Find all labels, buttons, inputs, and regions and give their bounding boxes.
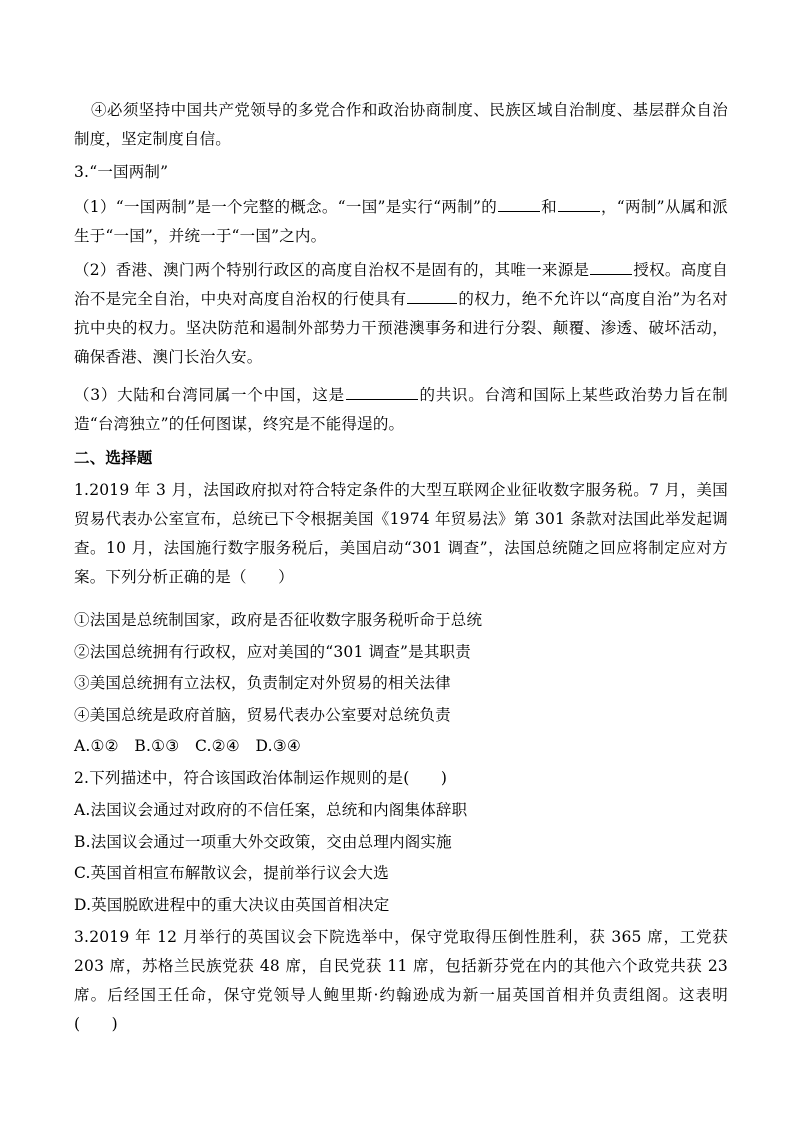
heading-one-country-two-systems: 3.“一国两制” (74, 163, 169, 181)
paragraph-2 (74, 256, 728, 372)
question-1-statement-1: ①法国是总统制国家，政府是否征收数字服务税听命于总统 (74, 611, 483, 629)
question-1-statement-2: ②法国总统拥有行政权，应对美国的“301 调查”是其职责 (74, 643, 471, 661)
fill-blank-4 (407, 288, 457, 304)
paragraph-1-part-c: ，“两制”从属和派生于“一国”，并统一于“一国”之内。 (74, 198, 728, 245)
question-1-stem: 1.2019 年 3 月，法国政府拟对符合特定条件的大型互联网企业征收数字服务税。7 月，美国贸易代表办公室宣布，总统已下令根据美国《1974 年贸易法》第 301 条款对法国此举发起调查。10 月，法国施行数字服务税后，美国启动“301 调查”，法国总统随之回应将制定应对方案。下列分析正确的是（ ） (74, 481, 728, 586)
paragraph-1 (74, 193, 728, 251)
fill-blank-3 (590, 259, 632, 275)
paragraph-1-part-a: （1）“一国两制”是一个完整的概念。“一国”是实行“两制”的 (74, 198, 497, 216)
question-2-stem: 2.下列描述中，符合该国政治体制运作规则的是( ) (74, 769, 448, 787)
question-2-option-c: C.英国首相宣布解散议会，提前举行议会大选 (74, 864, 389, 882)
question-2-option-a: A.法国议会通过对政府的不信任案，总统和内阁集体辞职 (74, 801, 468, 819)
section-title-multiple-choice: 二、选择题 (74, 449, 153, 467)
fill-blank-1 (498, 196, 540, 212)
paragraph-3 (74, 381, 728, 439)
paragraph-3-part-b: 的共识。台湾和国际上某些政治势力旨在制造“台湾独立”的任何图谋，终究是不能得逞的。 (74, 386, 728, 433)
question-1-statement-4: ④美国总统是政府首脑，贸易代表办公室要对总统负责 (74, 706, 451, 724)
paragraph-2-part-b: 授权。高度自治不是完全自治，中央对高度自治权的行使具有 (74, 261, 728, 308)
paragraph-1-part-b: 和 (541, 198, 557, 216)
paragraph-2-part-a: （2）香港、澳门两个特别行政区的高度自治权不是固有的，其唯一来源是 (74, 261, 590, 279)
fill-blank-2 (558, 196, 600, 212)
item-4-text: ④必须坚持中国共产党领导的多党合作和政治协商制度、民族区域自治制度、基层群众自治制度，坚定制度自信。 (74, 101, 728, 148)
paragraph-3-part-a: （3）大陆和台湾同属一个中国，这是 (74, 386, 345, 404)
question-1-choices: A.①② B.①③ C.②④ D.③④ (74, 737, 301, 755)
question-3-stem: 3.2019 年 12 月举行的英国议会下院选举中，保守党取得压倒性胜利，获 365 席，工党获 203 席，苏格兰民族党获 48 席，自民党获 11 席，包括新芬党在内的其他六个政党共获 23 席。后经国王任命，保守党领导人鲍里斯·约翰逊成为新一届英国首相并负责组阁。这表明( ) (74, 928, 728, 1033)
paragraph-2-part-c: 的权力，绝不允许以“高度自治”为名对抗中央的权力。坚决防范和遏制外部势力干预港澳事务和进行分裂、颠覆、渗透、破坏活动，确保香港、澳门长治久安。 (74, 290, 728, 366)
question-2-option-b: B.法国议会通过一项重大外交政策，交由总理内阁实施 (74, 833, 452, 851)
fill-blank-5 (346, 384, 418, 400)
question-2-option-d: D.英国脱欧进程中的重大决议由英国首相决定 (74, 896, 390, 914)
question-1-statement-3: ③美国总统拥有立法权，负责制定对外贸易的相关法律 (74, 674, 451, 692)
